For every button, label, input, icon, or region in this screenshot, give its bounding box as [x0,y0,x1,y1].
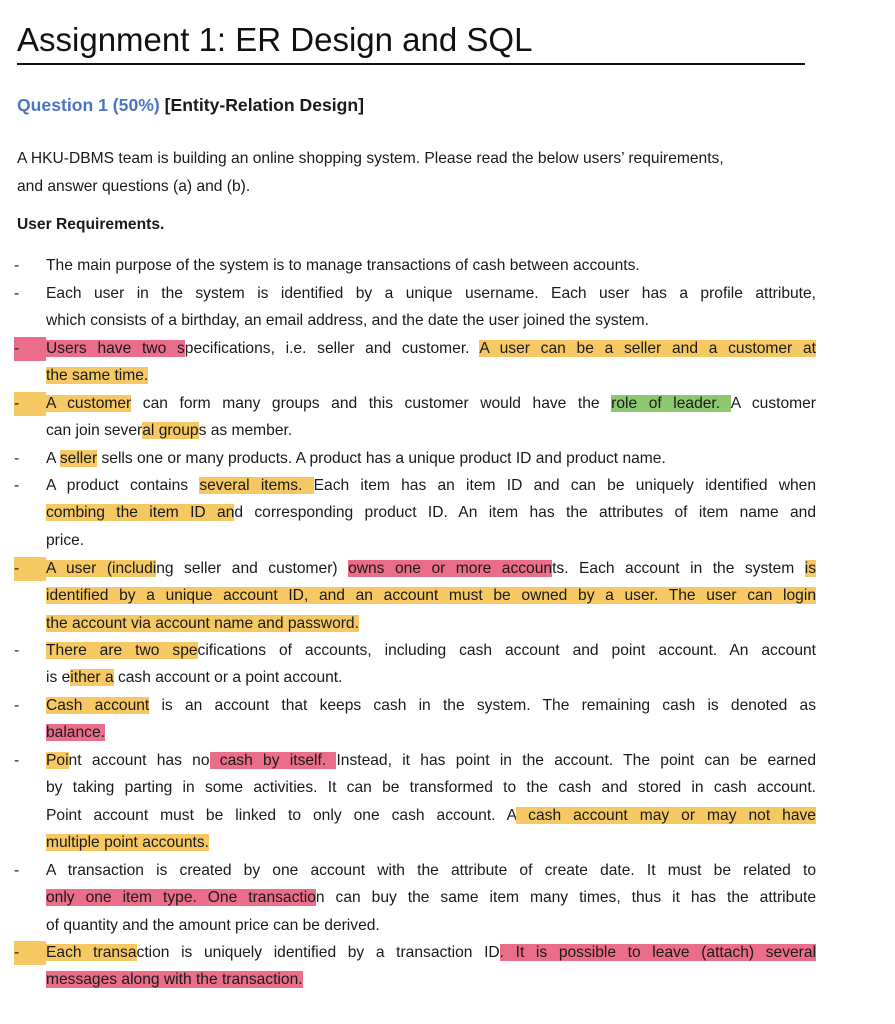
requirement-line [46,692,816,719]
requirement-line [46,252,816,279]
text-span: nt account has no [68,752,210,769]
text-span: pecifications, i.e. seller and customer. [184,340,480,357]
requirement-item [0,390,895,445]
highlighted-text: the same time. [46,367,149,385]
text-span: ction is uniquely identified by a transaction ID [136,944,500,961]
bullet-dash: - [14,477,20,494]
text-span: cifications of accounts, including cash account and point account. An account [197,642,816,659]
requirement-item [0,692,895,747]
text-span: A [46,450,60,467]
bullet-dash: - [14,752,20,769]
requirement-item [0,280,895,335]
highlighted-text: Users have two s [46,340,185,357]
bullet-dash: - [14,395,20,412]
bullet-dash: - [14,285,20,302]
requirement-line [46,555,816,582]
requirement-item [0,939,895,994]
intro-line: A HKU-DBMS team is building an online shopping system. Please read the below users’ requirements, [17,150,724,167]
highlighted-text: cash by itself. [209,752,337,769]
highlighted-text: combing the item ID an [46,504,235,522]
question-heading [17,93,364,117]
text-span: is e [46,669,71,687]
requirement-item [0,445,895,472]
requirement-item [0,472,895,554]
requirement-line [46,939,816,966]
highlighted-text: ither a [70,669,114,687]
text-span: n can buy the same item many times, thus it has the attribute [315,889,816,907]
requirement-line [46,307,816,334]
text-span: A product contains [46,477,200,494]
bullet-dash: - [14,257,20,274]
text-span: which consists of a birthday, an email address, and the date the user joined the system. [46,312,650,330]
text-span: cash account or a point account. [113,669,343,687]
assignment-title: Assignment 1: ER Design and SQL [17,21,533,58]
text-span: Point account must be linked to only one cash account. A [46,806,517,824]
requirement-line [46,857,816,884]
bullet-dash: - [14,450,20,467]
highlighted-text: al group [142,422,199,440]
highlighted-text: A user can be a seller and a customer at [479,340,816,357]
requirement-line [46,362,816,389]
requirement-line [46,664,816,691]
text-span: ts. Each account in the system [552,560,805,577]
text-span: Each user in the system is identified by a unique username. Each user has a profile attribute, [46,285,816,302]
bullet-dash: - [14,697,20,714]
text-span: The main purpose of the system is to manage transactions of cash between accounts. [46,257,640,274]
highlighted-text: Poi [46,752,69,769]
requirement-line [46,829,816,856]
highlighted-text: There are two spe [46,642,198,659]
highlighted-text: role of leader. [611,395,731,412]
highlighted-text: identified by a unique account ID, and an account must be owned by a user. The user can login [46,587,816,605]
text-span: price. [46,531,85,549]
title-underline [17,63,805,65]
requirement-line [46,747,816,774]
user-requirements-heading: User Requirements. [17,216,165,233]
question-topic: [Entity-Relation Design] [164,95,365,115]
highlighted-text: Each transa [46,944,137,961]
text-span: A transaction is created by one account with the attribute of create date. It must be related to [46,862,816,879]
requirement-line [46,610,816,637]
highlighted-text: Cash account [46,697,150,714]
requirement-line [46,472,816,499]
bullet-dash: - [14,862,20,879]
requirement-line [46,884,816,911]
highlighted-text: several items. [199,477,314,494]
highlighted-text: only one item type. One transactio [46,889,316,907]
text-span: is an account that keeps cash in the system. The remaining cash is denoted as [149,697,816,714]
bullet-dash: - [14,642,20,659]
highlighted-text: balance. [46,724,105,742]
requirement-item [0,747,895,857]
highlighted-text: messages along with the transaction. [46,971,303,989]
intro-line: and answer questions (a) and (b). [17,177,251,195]
question-label: Question 1 (50%) [17,95,160,115]
requirement-item [0,252,895,279]
requirement-line [46,527,816,554]
highlighted-text: A user (includi [46,560,157,577]
text-span: d corresponding product ID. An item has the attributes of item name and [234,504,816,522]
requirement-item [0,335,895,390]
highlighted-text: is [804,560,816,577]
requirement-line [46,417,816,444]
bullet-dash: - [14,944,20,961]
requirement-line [46,966,816,993]
text-span: can form many groups and this customer would have the [131,395,612,412]
requirement-line [46,719,816,746]
requirement-item [0,555,895,637]
highlighted-text: owns one or more accoun [348,560,553,577]
highlighted-text: cash account may or may not have [516,806,816,824]
requirement-line [46,912,816,939]
text-span: sells one or many products. A product has a unique product ID and product name. [97,450,666,467]
requirement-item [0,637,895,692]
highlighted-text: the account via account name and password. [46,614,359,632]
requirement-line [46,390,816,417]
bullet-dash: - [14,560,20,577]
requirement-item [0,857,895,939]
text-span: of quantity and the amount price can be derived. [46,916,380,934]
requirement-line [46,582,816,609]
highlighted-text: A customer [46,395,132,412]
text-span: Instead, it has point in the account. The point can be earned [336,752,817,769]
text-span: can join sever [46,422,143,440]
requirement-line [46,802,816,829]
text-span: Each item has an item ID and can be uniquely identified when [313,477,816,494]
requirement-line [46,445,816,472]
text-span: A customer [730,395,817,412]
requirement-line [46,774,816,801]
highlighted-text: multiple point accounts. [46,834,209,852]
intro-paragraph [17,145,817,200]
requirement-line [46,280,816,307]
requirement-line [46,637,816,664]
highlighted-text: seller [59,450,98,467]
requirement-line [46,335,816,362]
text-span: s as member. [198,422,293,440]
highlighted-text: . It is possible to leave (attach) several [499,944,816,961]
text-span: ng seller and customer) [156,560,349,577]
bullet-dash: - [14,340,20,357]
text-span: by taking parting in some activities. It can be transformed to the cash and stored in cash account. [46,779,816,797]
requirement-line [46,499,816,526]
